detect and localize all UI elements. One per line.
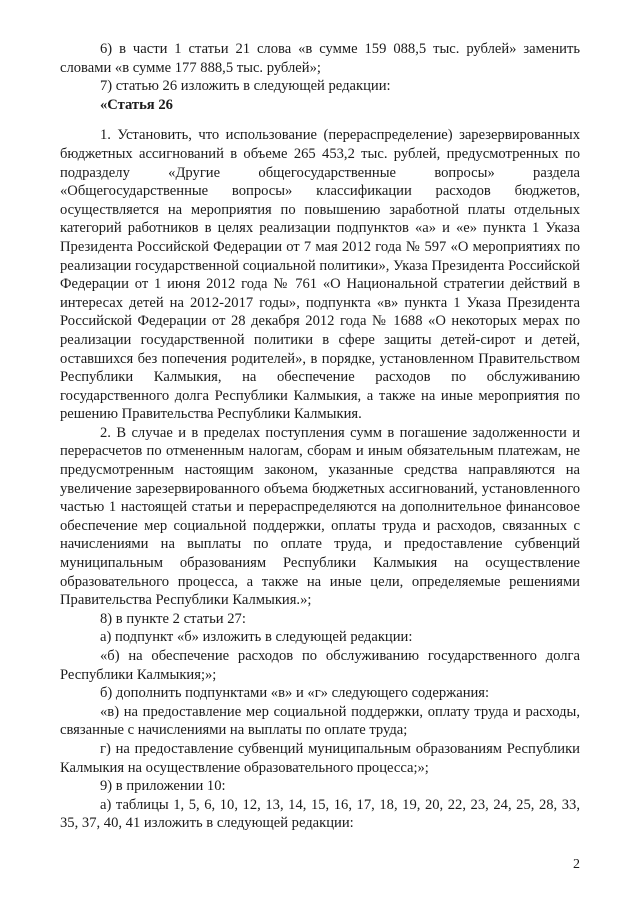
subparagraph-tables: а) таблицы 1, 5, 6, 10, 12, 13, 14, 15, 16, 17, 18, 19, 20, 22, 23, 24, 25, 28, 33, 35, 37, 40, 41 изложить в следующей редакции: [60, 796, 580, 832]
subparagraph-g-text: г) на предоставление субвенций муниципальным образованиям Республики Калмыкия на осуществление образовательного процесса;»; [60, 740, 580, 776]
article-heading: «Статья 26 [100, 96, 173, 113]
paragraph-item-6: 6) в части 1 статьи 21 слова «в сумме 159 088,5 тыс. рублей» заменить словами «в сумме 177 888,5 тыс. рублей»; [60, 41, 580, 76]
paragraph-item-9: 9) в приложении 10: [100, 778, 226, 795]
page-number: 2 [573, 857, 580, 872]
subparagraph-a: а) подпункт «б» изложить в следующей редакции: [100, 629, 413, 646]
paragraph-item-7: 7) статью 26 изложить в следующей редакции: [100, 78, 391, 95]
subparagraph-v-text: «в) на предоставление мер социальной поддержки, оплату труда и расходы, связанные с начислениями на выплаты по оплате труда; [60, 703, 580, 739]
article-26-part-1: 1. Установить, что использование (перераспределение) зарезервированных бюджетных ассигнований в объеме 265 453,2 тыс. рублей, предусмотренных по подразделу «Другие общегосударственные вопросы» раздела «Общегосударственные вопросы» классификации расходов бюджетов, осуществляется на мероприятия по повышению заработной платы отдельных категорий работников в целях реализации подпунктов «а» и «е» пункта 1 Указа Президента Российской Федерации от 7 мая 2012 года № 597 «О мероприятиях по реализации государственной социальной политики», Указа Президента Российской Федерации от 1 июня 2012 года № 761 «О Национальной стратегии действий в интересах детей на 2012-2017 годы», подпункта «в» пункта 1 Указа Президента Российской Федерации от 28 декабря 2012 года № 1688 «О некоторых мерах по реализации государственной политики в сфере защиты детей-сирот и детей, оставшихся без попечения родителей», в порядке, установленном Правительством Республики Калмыкия, на обеспечение расходов по обслуживанию государственного долга Республики Калмыкия, а также на иные мероприятия по решению Правительства Республики Калмыкия. [60, 127, 580, 423]
subparagraph-b-text: «б) на обеспечение расходов по обслуживанию государственного долга Республики Калмыкия;»; [60, 648, 580, 683]
paragraph-item-8: 8) в пункте 2 статьи 27: [100, 610, 246, 627]
article-26-part-2: 2. В случае и в пределах поступления сумм в погашение задолженности и перерасчетов по отмененным налогам, сборам и иным обязательным платежам, не предусмотренным настоящим законом, указанные средства направляются на увеличение зарезервированного объема бюджетных ассигнований, установленного частью 1 настоящей статьи и перераспределяются на дополнительное финансовое обеспечение мер социальной поддержки, оплаты труда и расходов, связанных с начислениями на выплаты по оплате труда, и предоставление субвенций муниципальным образованиям Республики Калмыкия на осуществление образовательного процесса, а также на иные цели, определяемые решениями Правительства Республики Калмыкия.»; [60, 424, 580, 609]
document-body [60, 40, 580, 833]
subparagraph-b: б) дополнить подпунктами «в» и «г» следующего содержания: [100, 685, 490, 702]
